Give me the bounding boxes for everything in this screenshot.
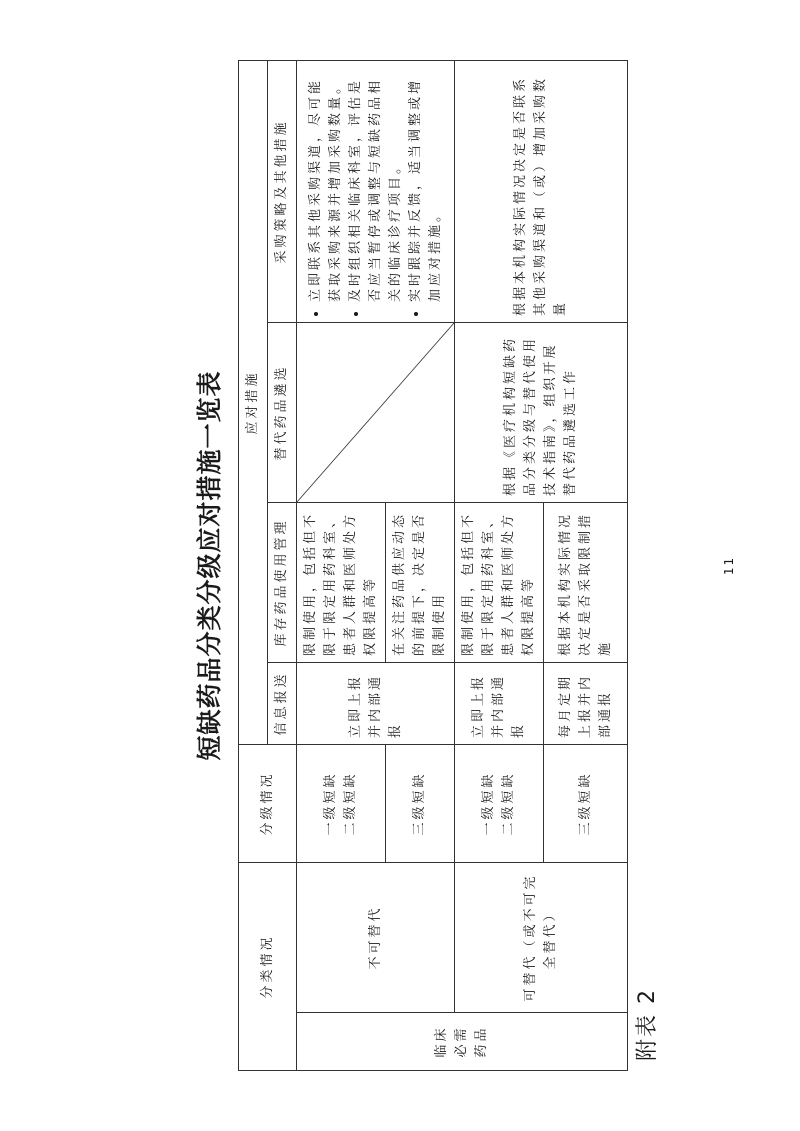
diagonal-line <box>297 323 454 502</box>
r-info-report-3: 每月定期上报并内部通报 <box>544 662 628 744</box>
group-not-replaceable: 不可替代 <box>297 862 455 1012</box>
group-clinical-essential: 临床必需药品 <box>297 1013 628 1071</box>
table-row <box>297 60 386 1070</box>
list-item: • 立即联系其他采购渠道，尽可能获取采购来源并增加采购数量。 <box>306 67 346 302</box>
header-response: 应对措施 <box>239 60 268 744</box>
table-row <box>455 60 544 1070</box>
r-inventory-3: 根据本机构实际情况决定是否采取限制措施 <box>544 502 628 662</box>
nr-procurement <box>297 60 455 322</box>
header-inventory: 库存药品使用管理 <box>268 502 297 662</box>
header-info-report: 信息报送 <box>268 662 297 744</box>
header-substitute: 替代药品遴选 <box>268 322 297 502</box>
header-procurement: 采购策略及其他措施 <box>268 60 297 322</box>
list-item: • 实时跟踪并反馈，适当调整或增加应对措施。 <box>406 67 446 302</box>
nr-info-report: 立即上报并内部通报 <box>297 662 455 744</box>
page-title: 短缺药品分类分级应对措施一览表 <box>195 370 224 761</box>
header-classification: 分类情况 <box>239 862 297 1070</box>
header-grading: 分级情况 <box>239 744 297 862</box>
list-item: • 及时组织相关临床科室，评估是否应当暂停或调整与短缺药品相关的临床诊疗项目。 <box>346 67 406 302</box>
r-substitute: 根据《医疗机构短缺药品分类分级与替代使用技术指南》，组织开展替代药品遴选工作 <box>455 322 628 502</box>
page-number: 11 <box>722 555 736 576</box>
procurement-list <box>306 67 446 316</box>
nr-inventory-1-2: 限制使用，包括但不限于限定用药科室、患者人群和医师处方权限提高等 <box>297 502 386 662</box>
r-inventory-1-2: 限制使用，包括但不限于限定用药科室、患者人群和医师处方权限提高等 <box>455 502 544 662</box>
nr-inventory-3: 在关注药品供应动态的前提下，决定是否限制使用 <box>386 502 455 662</box>
empty-diagonal-cell <box>297 322 455 502</box>
level-3-not-replaceable: 三级短缺 <box>386 744 455 862</box>
group-replaceable: 可替代（或不可完全替代） <box>455 862 628 1012</box>
level-1-2-not-replaceable: 一级短缺 二级短缺 <box>297 744 386 862</box>
r-procurement: 根据本机构实际情况决定是否联系其他采购渠道和（或）增加采购数量 <box>455 60 628 322</box>
header-row-1 <box>239 60 268 1070</box>
level-1-2-replaceable: 一级短缺 二级短缺 <box>455 744 544 862</box>
r-info-report-1-2: 立即上报并内部通报 <box>455 662 544 744</box>
level-3-replaceable: 三级短缺 <box>544 744 628 862</box>
attachment-label: 附表 2 <box>635 988 660 1061</box>
measures-table <box>238 60 628 1071</box>
